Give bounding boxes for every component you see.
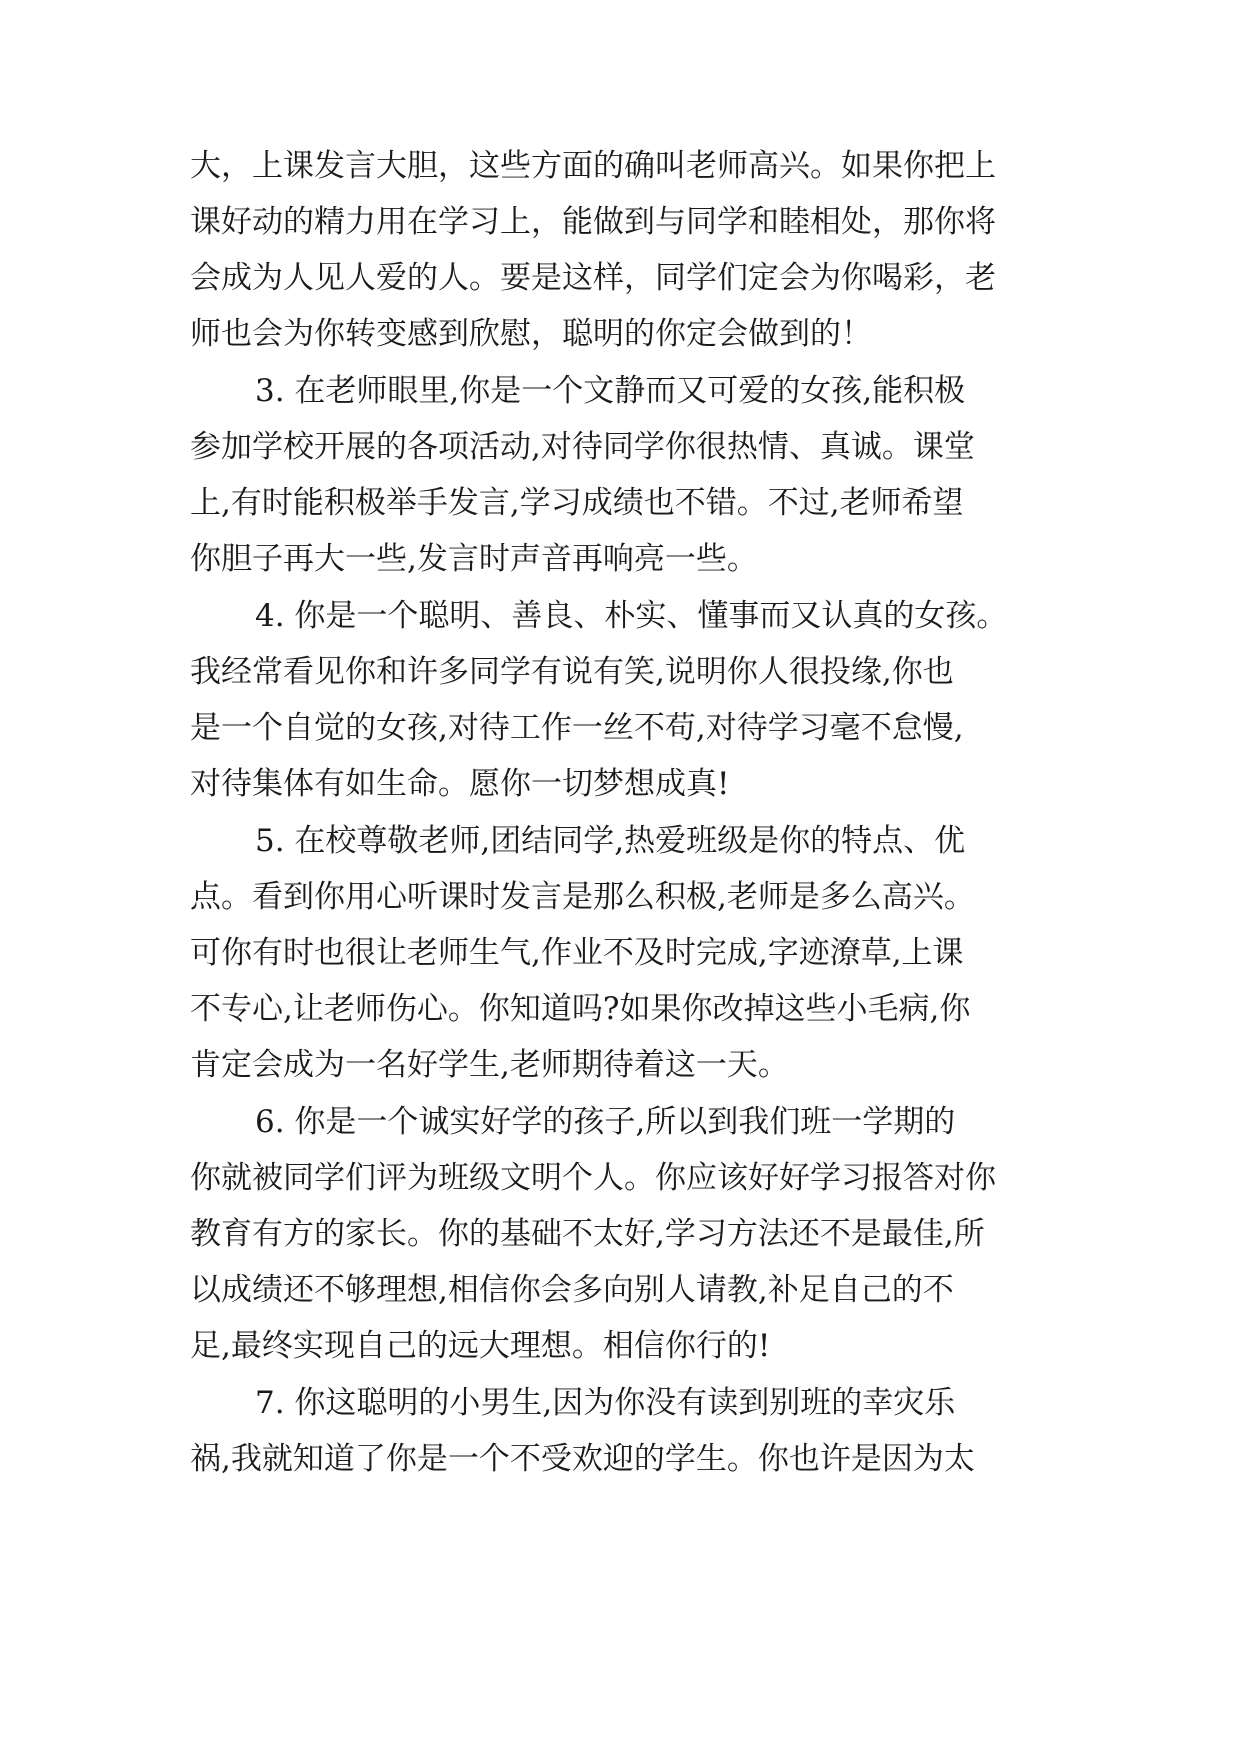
text-line: 足,最终实现自己的远大理想。相信你行的! [190,1328,771,1364]
paragraph-4-first-line: 4. 你是一个聪明、善良、朴实、懂事而又认真的女孩。 [255,598,1008,634]
text-line: 教育有方的家长。你的基础不太好,学习方法还不是最佳,所 [190,1216,985,1252]
text-line: 祸,我就知道了你是一个不受欢迎的学生。你也许是因为太 [190,1441,975,1477]
text-line: 以成绩还不够理想,相信你会多向别人请教,补足自己的不 [190,1272,954,1308]
text-line: 课好动的精力用在学习上，能做到与同学和睦相处，那你将 [190,204,996,240]
text-line: 师也会为你转变感到欣慰，聪明的你定会做到的！ [190,316,872,352]
text-line: 上,有时能积极举手发言,学习成绩也不错。不过,老师希望 [190,485,964,521]
text-line: 可你有时也很让老师生气,作业不及时完成,字迹潦草,上课 [190,935,964,971]
text-line: 我经常看见你和许多同学有说有笑,说明你人很投缘,你也 [190,654,954,690]
paragraph-5-first-line: 5. 在校尊敬老师,团结同学,热爱班级是你的特点、优 [255,823,966,859]
text-line: 肯定会成为一名好学生,老师期待着这一天。 [190,1047,789,1083]
paragraph-7-first-line: 7. 你这聪明的小男生,因为你没有读到别班的幸灾乐 [255,1385,956,1421]
text-line: 你就被同学们评为班级文明个人。你应该好好学习报答对你 [190,1160,996,1196]
paragraph-6-first-line: 6. 你是一个诚实好学的孩子,所以到我们班一学期的 [255,1104,956,1140]
text-line: 不专心,让老师伤心。你知道吗?如果你改掉这些小毛病,你 [190,991,971,1027]
text-line: 点。看到你用心听课时发言是那么积极,老师是多么高兴。 [190,879,975,915]
text-line: 你胆子再大一些,发言时声音再响亮一些。 [190,541,758,577]
text-line: 大，上课发言大胆，这些方面的确叫老师高兴。如果你把上 [190,148,996,184]
paragraph-3-first-line: 3. 在老师眼里,你是一个文静而又可爱的女孩,能积极 [255,373,966,409]
text-line: 会成为人见人爱的人。要是这样，同学们定会为你喝彩，老 [190,260,996,296]
text-line: 对待集体有如生命。愿你一切梦想成真! [190,766,730,802]
text-line: 是一个自觉的女孩,对待工作一丝不苟,对待学习毫不怠慢, [190,710,964,746]
text-line: 参加学校开展的各项活动,对待同学你很热情、真诚。课堂 [190,429,975,465]
